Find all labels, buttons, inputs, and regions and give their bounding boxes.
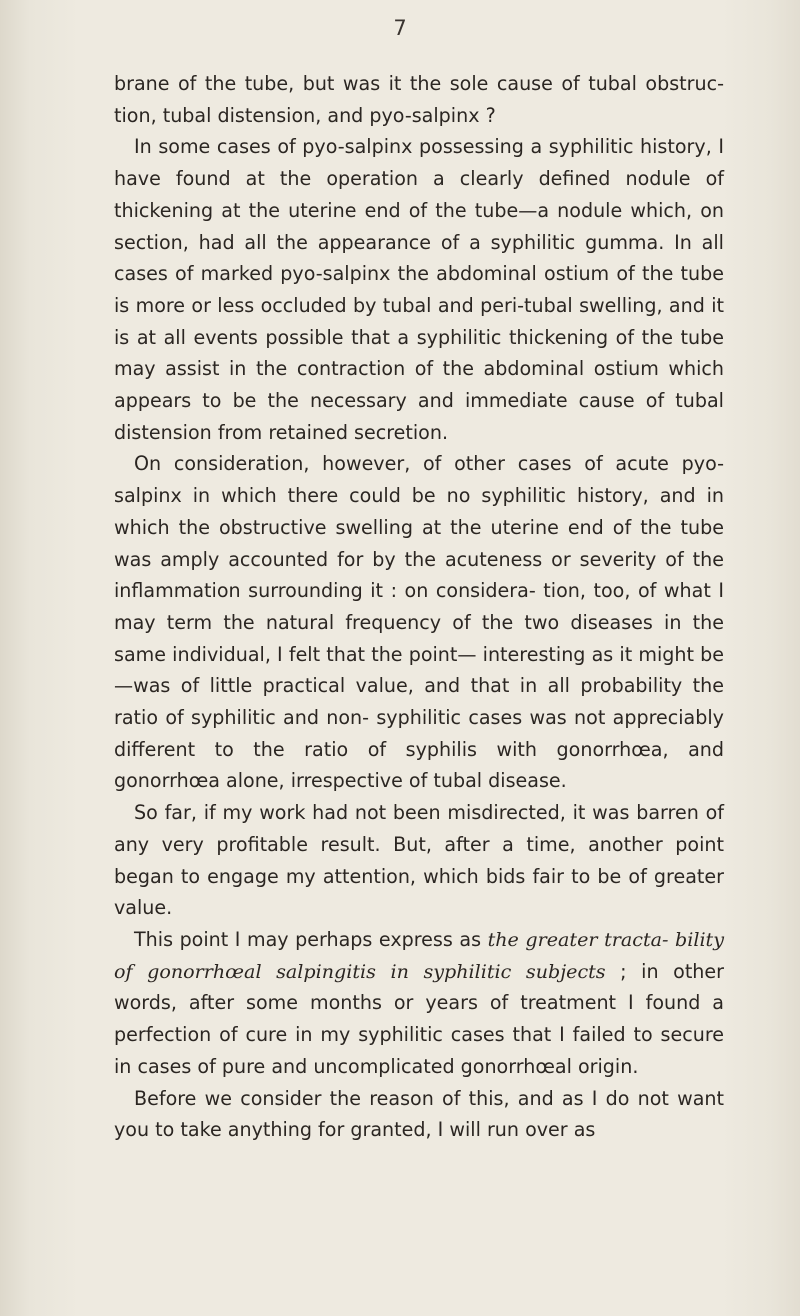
paragraph-4 — [114, 797, 724, 924]
paragraph-6 — [114, 1083, 724, 1146]
page-number: 7 — [393, 16, 407, 40]
paragraph-text: Before we consider the reason of this, and as I do not want you to take anything for granted, I will run over as — [114, 1086, 724, 1142]
italic-phrase: the greater tracta- bility of gonorrhœal salpingitis in syphilitic subjects — [114, 927, 725, 983]
paragraph-1 — [114, 68, 724, 131]
paragraph-2 — [114, 131, 724, 448]
paragraph-text: In some cases of pyo-salpinx possessing a syphilitic history, I have found at the operation a clearly defined nodule of thickening at the uterine end of the tube—a nodule which, on section, had all the appearance of a syphilitic gumma. In all cases of marked pyo-salpinx the abdominal ostium of the tube is more or less occluded by tubal and peri-tubal swelling, and it is at all events possible that a syphilitic thickening of the tube may assist in the contraction of the abdominal ostium which appears to be the necessary and immediate cause of tubal distension from retained secretion. — [114, 135, 724, 444]
paragraph-5 — [114, 924, 724, 1083]
paragraph-text: This point I may perhaps express as — [134, 927, 488, 951]
paragraph-text: ; in other words, after some months or years of treatment I found a perfection of cure in my syphilitic cases that I failed to secure in cases of pure and uncomplicated gonorrhœal origin. — [114, 959, 725, 1078]
paragraph-text: So far, if my work had not been misdirected, it was barren of any very profitable result. But, after a time, another point began to engage my attention, which bids fair to be of greater value. — [114, 801, 724, 920]
paragraph-text: On consideration, however, of other cases of acute pyo-salpinx in which there could be no syphilitic history, and in which the obstructive swelling at the uterine end of the tube was amply accounted for by the acuteness or severity of the inflammation surrounding it : on considera- tion, too, of what I may term the natural frequency of the two diseases in the same individual, I felt that the point— interesting as it might be—was of little practical value, and that in all probability the ratio of syphilitic and non- syphilitic cases was not appreciably different to the ratio of syphilis with gonorrhœa, and gonorrhœa alone, irrespective of tubal disease. — [114, 452, 724, 793]
paragraph-text: brane of the tube, but was it the sole cause of tubal obstruc- tion, tubal distension, and pyo-salpinx ? — [114, 72, 724, 127]
body-text — [114, 68, 724, 1146]
paragraph-3 — [114, 448, 724, 797]
